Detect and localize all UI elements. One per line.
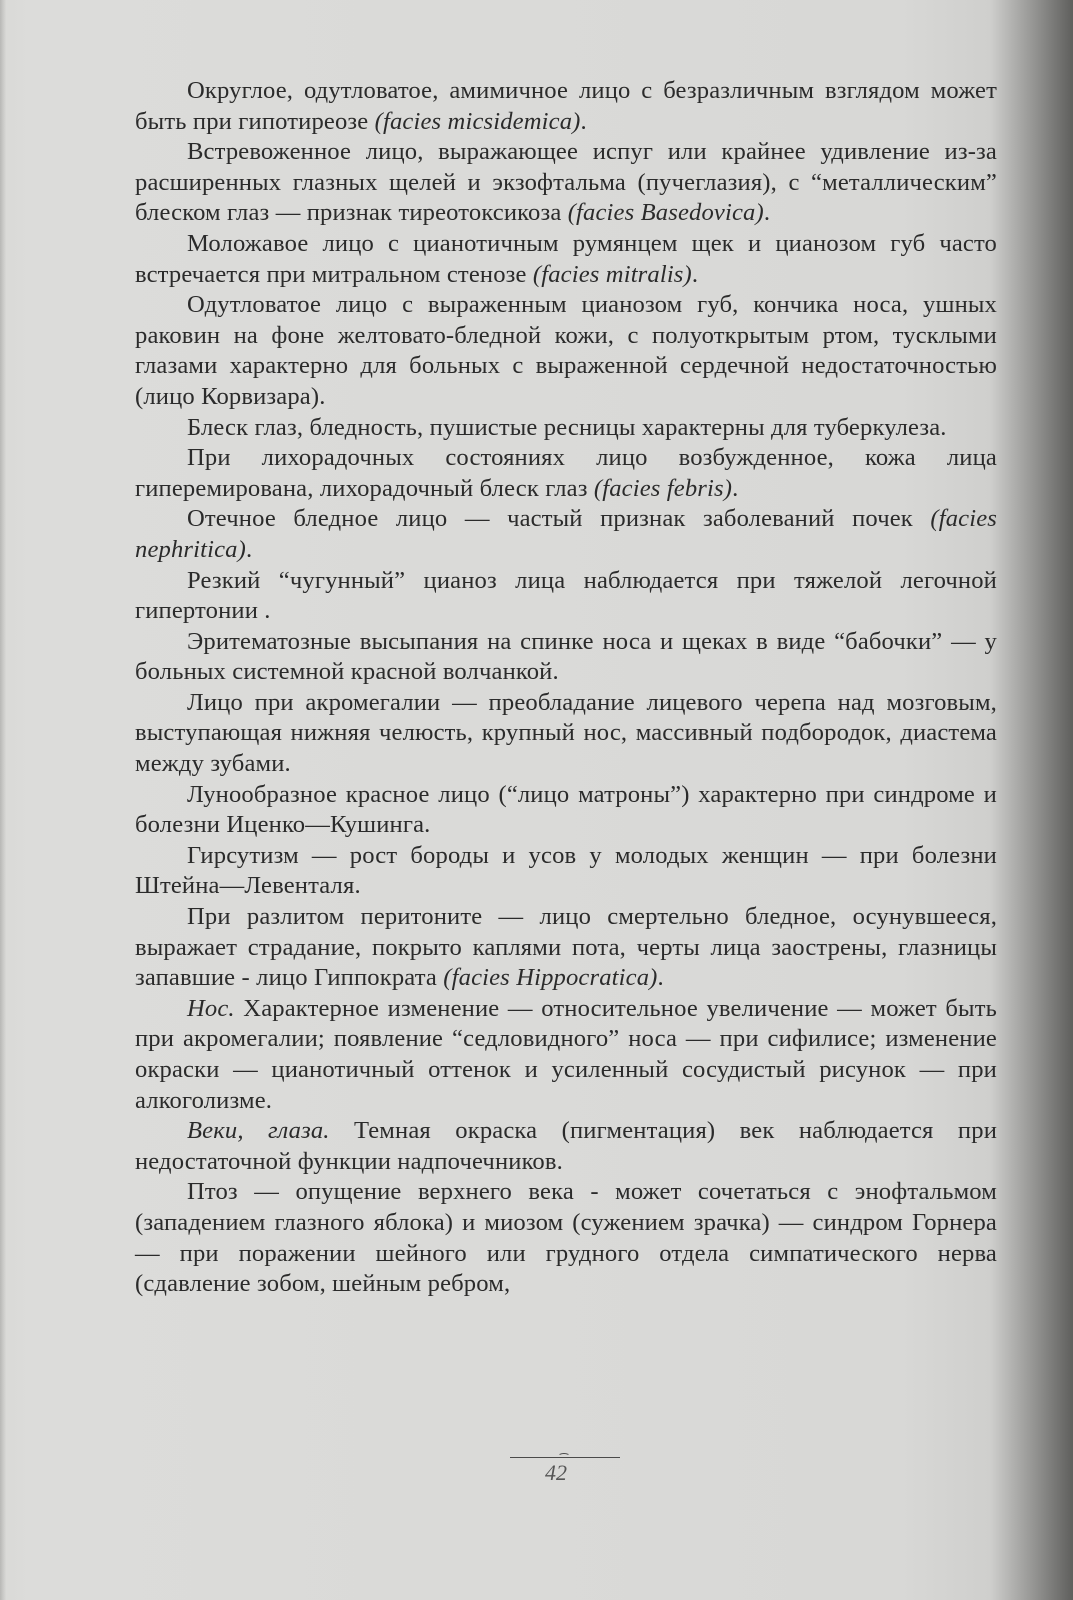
paragraph: Нос. Характерное изменение — относительное увеличение — может быть при акромегалии; появление “седловидного” носа — при сифилисе; изменение окраски — цианотичный оттенок и усиленный сосудистый рисунок — при алкоголизме. (135, 994, 997, 1114)
paragraph: Встревоженное лицо, выражающее испуг или крайнее удивление из-за расширенных глазных щелей и экзофтальма (пучеглазия), с “металлическим” блеском глаз — признак тиреотоксикоза (facies Basedovica). (135, 138, 997, 227)
paragraph: Одутловатое лицо с выраженным цианозом губ, кончика носа, ушных раковин на фоне желтовато-бледной кожи, с полуоткрытым ртом, тусклыми глазами характерно для больных с выраженной сердечной недостаточностью (лицо Корвизара). (135, 291, 997, 410)
paragraph: Гирсутизм — рост бороды и усов у молодых женщин — при болезни Штейна—Левенталя. (135, 841, 997, 900)
footer-ornament-rule (510, 1457, 620, 1458)
paragraph: Веки, глаза. Темная окраска (пигментация) век наблюдается при недостаточной функции надпочечников. (135, 1117, 998, 1175)
paragraph: При разлитом перитоните — лицо смертельно бледное, осунувшееся, выражает страдание, покрыто каплями пота, черты лица заострены, глазницы запавшие - лицо Гиппократа (facies Hippocratica). (135, 903, 997, 992)
paragraph: Лунообразное красное лицо (“лицо матроны”) характерно при синдроме и болезни Иценко—Кушинга. (135, 780, 997, 839)
body-text (135, 76, 997, 1300)
paragraph: Округлое, одутловатое, амимичное лицо с безразличным взглядом может быть при гипотиреозе (facies micsidemica). (135, 77, 997, 135)
paragraph: Эритематозные высыпания на спинке носа и щеках в виде “бабочки” — у больных системной красной волчанкой. (135, 627, 997, 686)
paragraph: Блеск глаз, бледность, пушистые ресницы характерны для туберкулеза. (187, 413, 947, 441)
paragraph: Лицо при акромегалии — преобладание лицевого черепа над мозговым, выступающая нижняя челюсть, крупный нос, массивный подбородок, диастема между зубами. (135, 688, 997, 778)
paragraph: Резкий “чугунный” цианоз лица наблюдается при тяжелой легочной гипертонии . (135, 566, 997, 625)
paragraph: При лихорадочных состояниях лицо возбужденное, кожа лица гиперемирована, лихорадочный блеск глаз (facies febris). (135, 444, 997, 502)
paragraph: Птоз — опущение верхнего века - может сочетаться с энофтальмом (западением глазного яблока) и миозом (сужением зрачка) — синдром Горнера — при поражении шейного или грудного отдела симпатического нерва (сдавление зобом, шейным ребром, (135, 1178, 997, 1298)
paragraph: Отечное бледное лицо — частый признак заболеваний почек (facies nephritica). (135, 505, 997, 563)
page-number: 42 (545, 1460, 567, 1485)
paragraph: Моложавое лицо с цианотичным румянцем щек и цианозом губ часто встречается при митральном стенозе (facies mitralis). (135, 229, 997, 288)
page-edge-shadow (0, 0, 6, 1600)
